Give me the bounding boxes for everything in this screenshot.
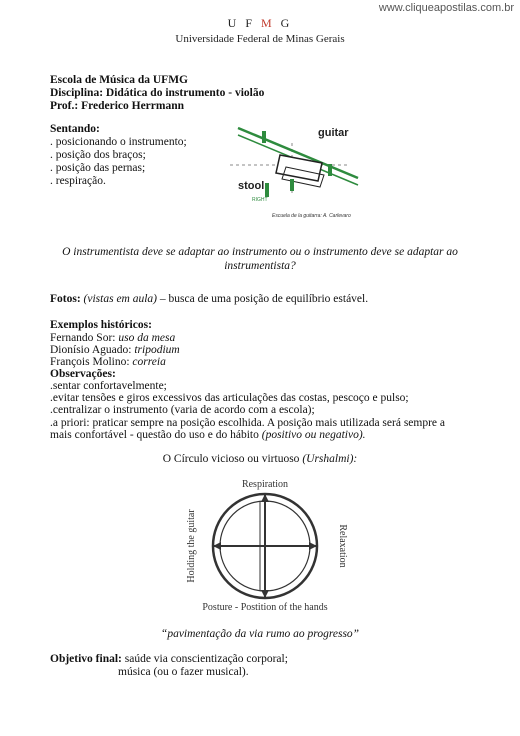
example-name: Dionísio Aguado: [50, 344, 135, 356]
sitting-item: . posicionando o instrumento; [50, 136, 187, 148]
circle-label-top: Respiration [241, 479, 289, 490]
observation-line: .a priori: praticar sempre na posição escolhida. A posição mais utilizada será sempre a [50, 417, 446, 429]
photos-line [50, 293, 368, 307]
circle-label-left: Holding the guitar [186, 509, 197, 583]
question-line-1: O instrumentista deve se adaptar ao instrumento ou o instrumento deve se adaptar ao [62, 246, 458, 258]
goal-line-1 [50, 653, 288, 667]
sitting-item: . respiração. [50, 175, 106, 187]
example-name: François Molino: [50, 356, 133, 368]
guitar-label: guitar [318, 127, 349, 139]
ufmg-logo [0, 16, 520, 31]
figure-caption: Escuela de la guitarra: A. Carlevaro [272, 213, 351, 219]
example-name: Fernando Sor: [50, 332, 119, 344]
logo-m: M [261, 16, 275, 30]
photos-text: – busca de uma posição de equilíbrio estável. [157, 293, 369, 305]
vicious-circle-diagram [180, 474, 350, 614]
sitting-item: . posição dos braços; [50, 149, 146, 161]
observation-line-last [50, 429, 366, 443]
observation-text: mais confortável - questão do uso e do hábito [50, 429, 262, 441]
observation-line: .centralizar o instrumento (varia de acordo com a escola); [50, 404, 315, 416]
motto: “pavimentação da via rumo ao progresso” [160, 628, 360, 640]
head-marker [262, 131, 266, 143]
observations-title: Observações: [50, 368, 116, 380]
leg-marker [328, 164, 332, 176]
observation-italic: (positivo ou negativo). [261, 429, 366, 441]
photos-italic: (vistas em aula) [80, 293, 158, 305]
example-detail: correia [132, 356, 166, 368]
goal-text: saúde via conscientização corporal; [121, 653, 288, 665]
goal-line-2: música (ou o fazer musical). [118, 666, 249, 678]
observation-line: .sentar confortavelmente; [50, 380, 167, 392]
sitting-position-figure [230, 123, 370, 223]
circle-title [0, 453, 520, 465]
circle-label-right: Relaxation [337, 524, 348, 568]
school-name: Escola de Música da UFMG [50, 74, 188, 86]
leg-marker [290, 179, 294, 191]
example-detail: tripodium [134, 344, 180, 356]
examples-title: Exemplos históricos: [50, 319, 152, 331]
question-line-2: instrumentista? [224, 260, 296, 272]
sitting-title: Sentando: [50, 123, 100, 135]
stool-label: stool [238, 180, 265, 192]
circle-title-italic: (Urshalmi): [302, 453, 358, 465]
logo-pre: U F [227, 16, 261, 30]
discipline: Disciplina: Didática do instrumento - violão [50, 87, 265, 99]
goal-label: Objetivo final: [50, 653, 122, 665]
university-name: Universidade Federal de Minas Gerais [175, 33, 345, 45]
circle-title-text: O Círculo vicioso ou virtuoso [162, 453, 303, 465]
example-detail: uso da mesa [118, 332, 176, 344]
right-label: RIGHT [252, 197, 268, 203]
professor: Prof.: Frederico Herrmann [50, 100, 185, 112]
circle-label-bottom: Posture - Postition of the hands [202, 602, 328, 613]
sitting-item: . posição das pernas; [50, 162, 146, 174]
leg-marker [265, 183, 269, 197]
photos-label: Fotos: [50, 293, 81, 305]
observation-line: .evitar tensões e giros excessivos das articulações das costas, pescoço e pulso; [50, 392, 409, 404]
watermark: www.cliqueapostilas.com.br [378, 2, 514, 14]
logo-post: G [274, 16, 293, 30]
